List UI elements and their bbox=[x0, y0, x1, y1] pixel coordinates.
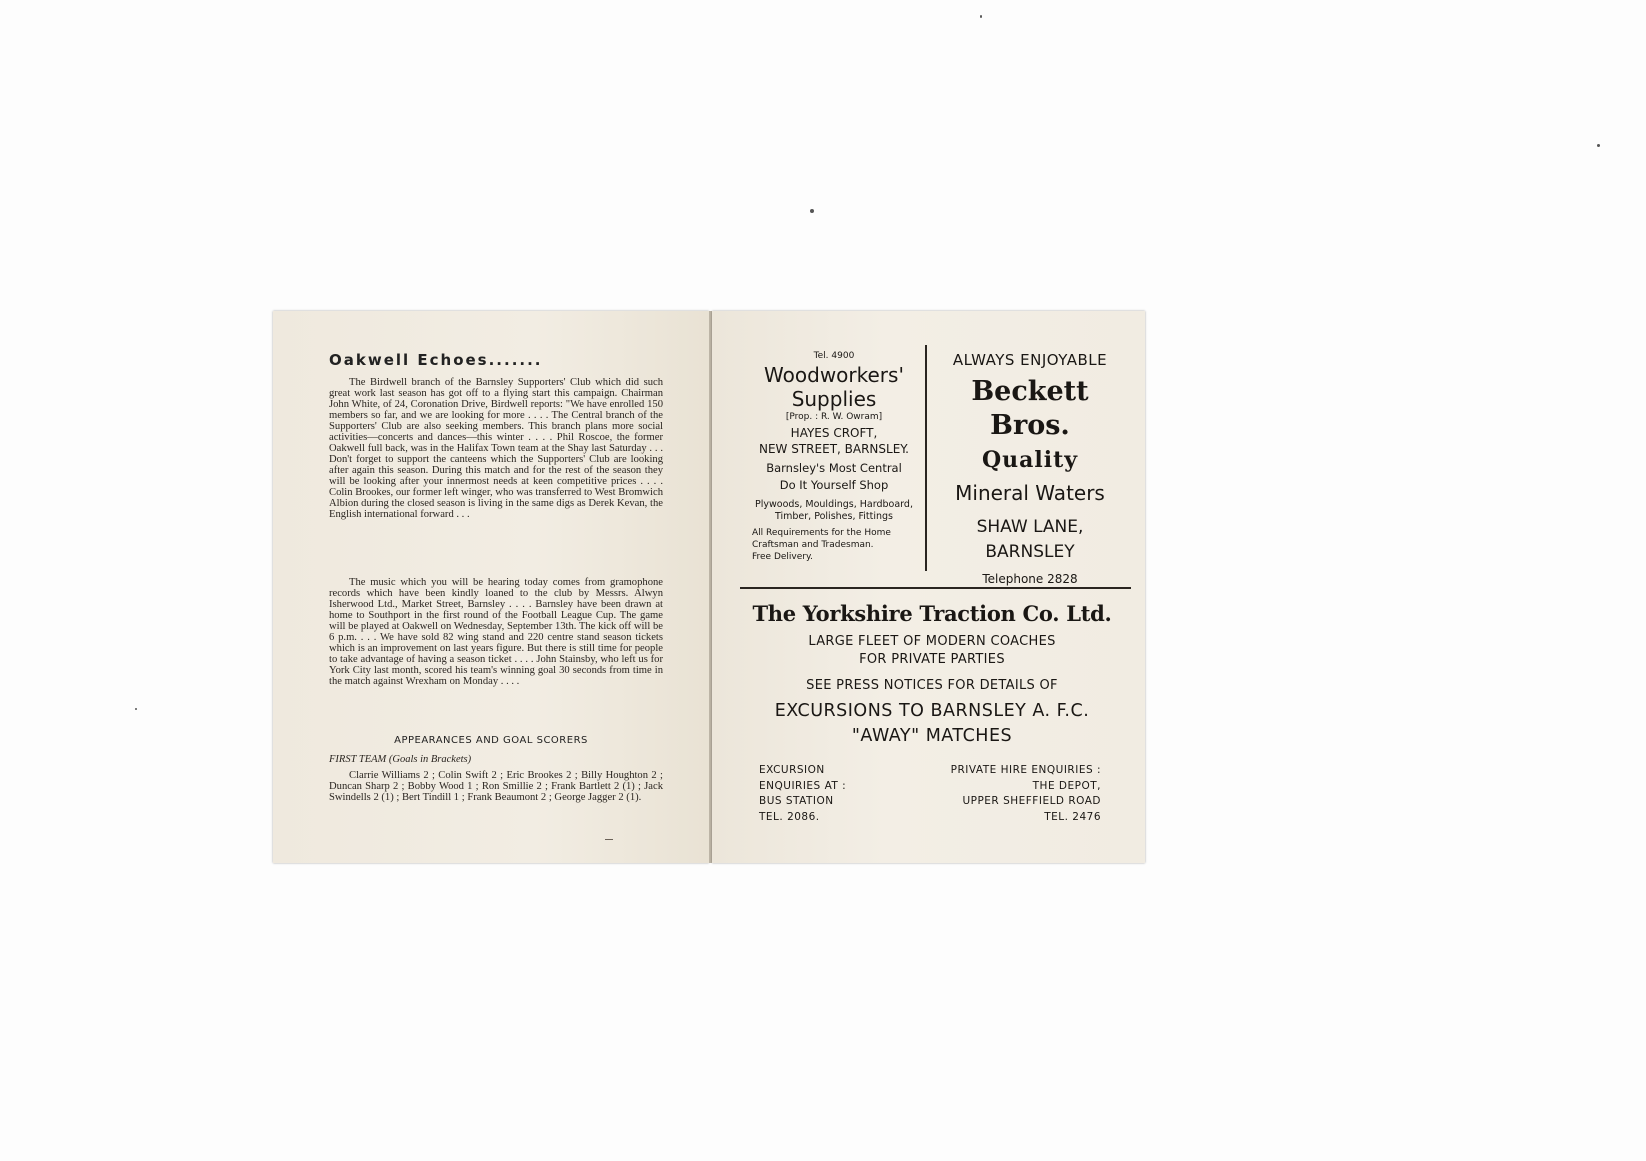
dust-speck bbox=[980, 15, 982, 18]
advert-press-notice: SEE PRESS NOTICES FOR DETAILS OF bbox=[806, 678, 1058, 693]
advert-product: Mineral Waters bbox=[955, 481, 1105, 505]
section-heading: APPEARANCES AND GOAL SCORERS bbox=[394, 735, 588, 746]
advert-business-name: Woodworkers' Supplies bbox=[764, 363, 904, 411]
advert-excursions: EXCURSIONS TO BARNSLEY A. F.C. "AWAY" MATCHES bbox=[774, 701, 1090, 746]
advert-requirements: All Requirements for the Home Craftsman and Tradesman. Free Delivery. bbox=[752, 528, 891, 562]
traction-advert bbox=[732, 601, 1132, 749]
woodworkers-advert bbox=[740, 351, 928, 563]
advert-telephone: Tel. 4900 bbox=[813, 351, 855, 361]
advert-tagline: Barnsley's Most Central Do It Yourself Shop bbox=[766, 461, 902, 492]
page-title: Oakwell Echoes....... bbox=[329, 351, 543, 369]
excursion-enquiries: EXCURSION ENQUIRIES AT : BUS STATION TEL. 2086. bbox=[759, 764, 847, 823]
advert-telephone: Telephone 2828 bbox=[982, 572, 1078, 586]
dust-speck bbox=[135, 708, 137, 710]
beckett-advert bbox=[930, 351, 1130, 586]
left-page bbox=[273, 311, 709, 863]
dust-speck bbox=[810, 209, 814, 213]
advert-business-name: The Yorkshire Traction Co. Ltd. bbox=[752, 601, 1112, 626]
advert-address: HAYES CROFT, NEW STREET, BARNSLEY. bbox=[759, 426, 909, 456]
horizontal-divider bbox=[740, 587, 1131, 589]
article-paragraph: The Birdwell branch of the Barnsley Supporters' Club which did such great work last season has got off to a flying start this campaign. Chairman John White, of 24, Coronation Drive, Birdwell reports: "We have enrolled 150 members so far, and we are looking for more . . . . The Central branch of the Supporters' Club are also seeking members. This branch plans more social activities—concerts and dances—this winter . . . . Phil Roscoe, the former Oakwell full back, was in the Halifax Town team at the Shay last Saturday . . . Don't forget to support the canteens which the Supporters' Club are looking after again this season. During this match and for the rest of the season they will be looking after your innermost needs at keen competitive prices . . . . Colin Brookes, our former left winger, who was transferred to West Bromwich Albion during the closed season is living in the same digs as Derek Kevan, the English international forward . . . bbox=[329, 377, 663, 520]
print-mark bbox=[605, 839, 613, 840]
advert-slogan: ALWAYS ENJOYABLE bbox=[952, 351, 1108, 369]
advert-proprietor: [Prop. : R. W. Owram] bbox=[785, 412, 883, 422]
scorers-list: Clarrie Williams 2 ; Colin Swift 2 ; Eric Brookes 2 ; Billy Houghton 2 ; Duncan Sharp 2 ; Bobby Wood 1 ; Ron Smillie 2 ; Frank Bartlett 2 (1) ; Jack Swindells 2 (1) ; Bert Tindill 1 ; Frank Beaumont 2 ; George Jagger 2 (1). bbox=[329, 770, 663, 803]
first-team-label: FIRST TEAM (Goals in Brackets) bbox=[329, 754, 472, 765]
advert-business-name: Beckett Bros. bbox=[971, 376, 1089, 441]
dust-speck bbox=[1597, 144, 1600, 147]
advert-fleet: LARGE FLEET OF MODERN COACHES FOR PRIVATE PARTIES bbox=[808, 634, 1056, 667]
vertical-divider bbox=[925, 345, 927, 571]
advert-quality: Quality bbox=[981, 447, 1079, 473]
advert-materials: Plywoods, Mouldings, Hardboard, Timber, Polishes, Fittings bbox=[755, 499, 913, 522]
article-paragraph: The music which you will be hearing today comes from gramophone records which have been kindly loaned to the club by Messrs. Alwyn Isherwood Ltd., Market Street, Barnsley . . . . Barnsley have been drawn at home to Southport in the first round of the Football League Cup. The game will be played at Oakwell on Wednesday, September 13th. The kick off will be 6 p.m. . . . We have sold 82 wing stand and 220 centre stand season tickets which is an improvement on last years figure. But there is still time for people to take advantage of having a season ticket . . . . John Stainsby, who left us for York City last month, scored his team's winning goal 30 seconds from time in the match against Wrexham on Monday . . . . bbox=[329, 577, 663, 687]
private-hire-enquiries: PRIVATE HIRE ENQUIRIES : THE DEPOT, UPPER SHEFFIELD ROAD TEL. 2476 bbox=[950, 764, 1101, 823]
right-page bbox=[712, 311, 1145, 863]
advert-address: SHAW LANE, BARNSLEY bbox=[976, 517, 1084, 562]
